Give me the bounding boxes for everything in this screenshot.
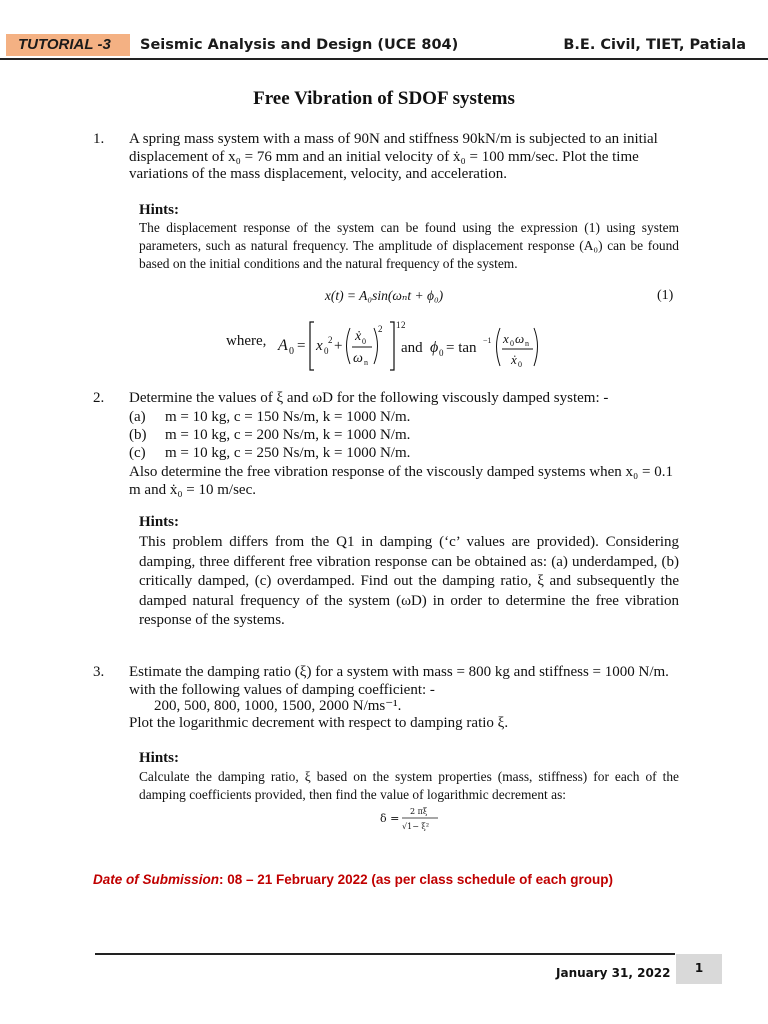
tutorial-tag: TUTORIAL -3: [6, 34, 130, 56]
svg-text:n: n: [525, 339, 529, 348]
q2-item-c: [129, 444, 410, 462]
q3-values: 200, 500, 800, 1000, 1500, 2000 N/ms⁻¹.: [154, 698, 402, 714]
svg-text:2: 2: [328, 335, 333, 345]
svg-text:ẋ: ẋ: [511, 352, 517, 367]
svg-text:+: +: [334, 338, 343, 354]
equation-1-number: (1): [657, 288, 674, 303]
submission-note: [93, 872, 613, 887]
svg-text:0: 0: [518, 360, 522, 369]
q2-item-c-text: m = 10 kg, c = 250 Ns/m, k = 1000 N/m.: [165, 445, 411, 461]
course-title: Seismic Analysis and Design (UCE 804): [140, 37, 459, 53]
svg-text:=: =: [297, 338, 306, 354]
log-decrement-formula: [378, 804, 442, 834]
q2-hints-label: Hints:: [139, 514, 180, 530]
where-label: where,: [226, 333, 267, 349]
footer-divider: [95, 953, 675, 955]
q3-number: 3.: [93, 664, 105, 680]
svg-text:0: 0: [362, 337, 366, 346]
svg-text:0: 0: [324, 346, 329, 356]
svg-text:√1− ξ²: √1− ξ²: [402, 822, 430, 831]
q1-number: 1.: [93, 131, 105, 147]
q2-number: 2.: [93, 390, 105, 406]
amplitude-phase-formula: [270, 316, 550, 374]
svg-text:2: 2: [378, 324, 383, 334]
page-number: 1: [676, 954, 722, 984]
q2-text-followup: Also determine the free vibration response of the viscously damped systems when x₀ = 0.1 m and ẋ₀ = 10 m/sec.: [129, 464, 673, 498]
q1-hints-text: The displacement response of the system can be found using the expression (1) using system parameters, such as natural frequency. The amplitude of displacement response (A₀) can be found based on the initial conditions and the natural frequency of the system.: [139, 220, 679, 271]
q3-text-followup: Plot the logarithmic decrement with respect to damping ratio ξ.: [129, 715, 509, 731]
svg-text:0: 0: [439, 348, 444, 358]
q2-item-b-label: (b): [129, 427, 147, 443]
q2-hints-text: This problem differs from the Q1 in damping (‘c’ values are provided). Considering damping, three different free vibration response can be obtained as: (a) underdamped, (b) critically damped, (c) overdamped. Find out the damping ratio, ξ and subsequently the damped natural frequency of the system (ωD) in order to determine the free vibration response of the systems.: [139, 534, 679, 628]
header-divider: [0, 58, 768, 60]
footer-date: January 31, 2022: [556, 966, 671, 980]
svg-text:x: x: [316, 338, 323, 354]
q2-item-a: [129, 408, 410, 426]
q3-text: Estimate the damping ratio (ξ) for a system with mass = 800 kg and stiffness = 1000 N/m. with the following values of damping coefficient: -: [129, 664, 669, 698]
equation-1: [0, 288, 768, 304]
svg-text:0: 0: [510, 339, 514, 348]
svg-text:n: n: [364, 358, 368, 367]
q1-text: A spring mass system with a mass of 90N and stiffness 90kN/m is subjected to an initial displacement of x₀ = 76 mm and an initial velocity of ẋ₀ = 100 mm/sec. Plot the time variations of the mass displacement, velocity, and acceleration.: [129, 131, 658, 182]
svg-text:A: A: [278, 337, 288, 354]
q2-item-a-text: m = 10 kg, c = 150 Ns/m, k = 1000 N/m.: [165, 409, 411, 425]
svg-text:ẋ: ẋ: [355, 329, 362, 344]
q3-hints-label: Hints:: [139, 750, 180, 766]
svg-text:δ =: δ =: [380, 812, 400, 825]
equation-1-text: x(t) = A₀sin(ωₙt + ϕ₀): [324, 288, 444, 303]
svg-text:= tan: = tan: [446, 340, 477, 356]
q3-hints-text: Calculate the damping ratio, ξ based on the system properties (mass, stiffness) for each of the damping coefficients provided, then find the value of logarithmic decrement as:: [139, 769, 679, 802]
svg-text:ϕ: ϕ: [430, 339, 439, 356]
institution-label: B.E. Civil, TIET, Patiala: [563, 37, 746, 53]
q2-item-b-text: m = 10 kg, c = 200 Ns/m, k = 1000 N/m.: [165, 427, 411, 443]
q2-item-b: [129, 426, 410, 444]
q2-item-a-label: (a): [129, 409, 146, 425]
q1-hints-label: Hints:: [139, 202, 180, 218]
svg-text:−1: −1: [483, 336, 492, 345]
page-header: [0, 30, 768, 58]
submission-lead: Date of Submission: [93, 872, 220, 887]
submission-dates: : 08 – 21 February 2022 (as per class schedule of each group): [219, 872, 613, 887]
svg-text:1: 1: [396, 320, 401, 330]
svg-text:2 πξ: 2 πξ: [410, 807, 428, 816]
svg-text:2: 2: [401, 320, 406, 330]
q2-item-c-label: (c): [129, 445, 146, 461]
svg-text:0: 0: [289, 346, 294, 357]
and-label: and: [401, 340, 423, 356]
svg-text:ω: ω: [353, 351, 363, 366]
q2-text: Determine the values of ξ and ωD for the following viscously damped system: -: [129, 390, 609, 406]
svg-text:x: x: [503, 331, 509, 346]
page-title: Free Vibration of SDOF systems: [253, 88, 515, 109]
svg-text:ω: ω: [515, 331, 525, 346]
